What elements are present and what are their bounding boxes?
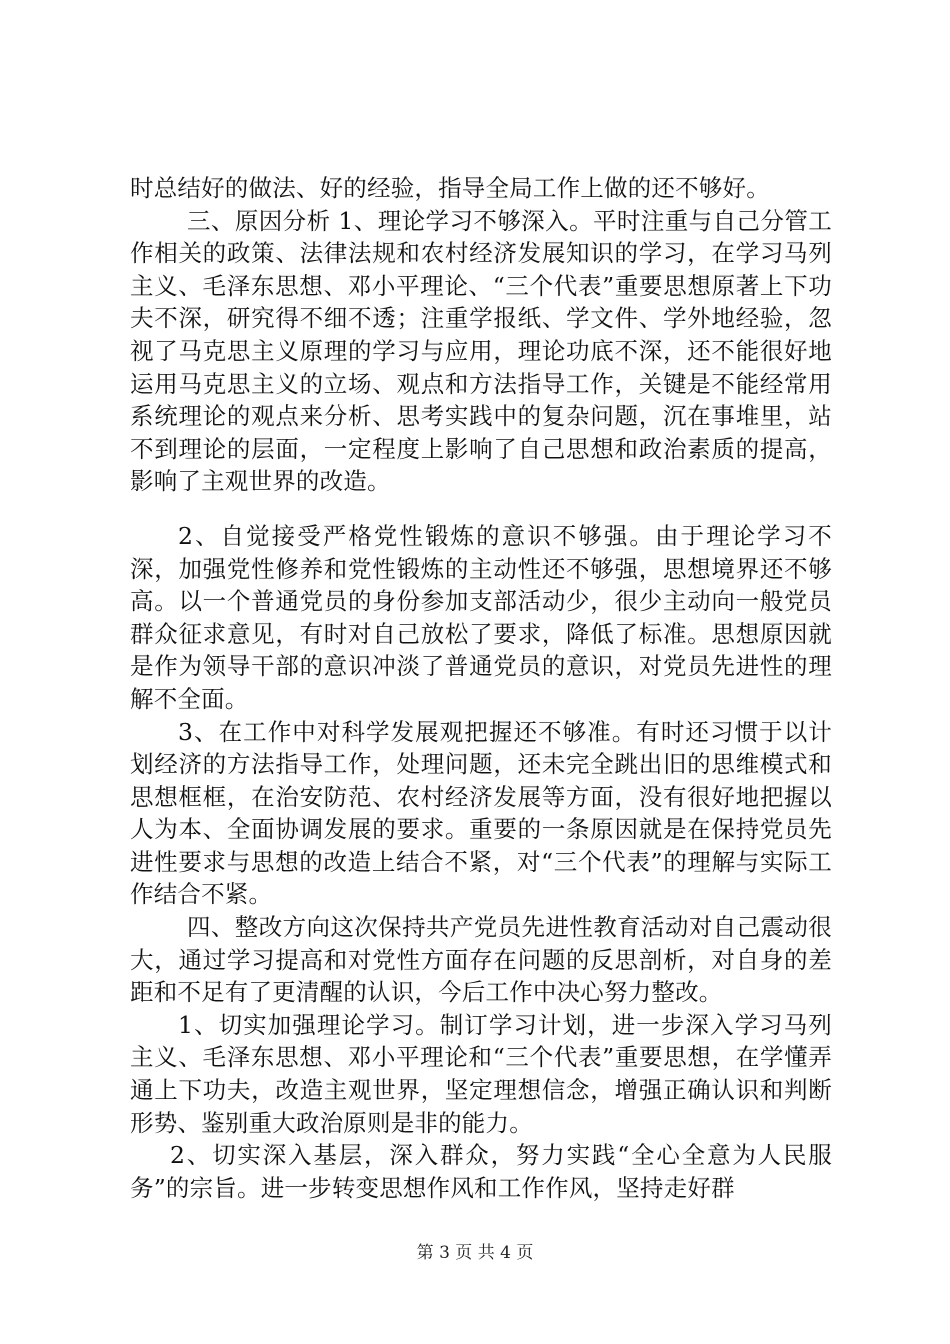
paragraph-party-spirit: 2、自觉接受严格党性锻炼的意识不够强。由于理论学习不深，加强党性修养和党性锻炼的主动性还不够强，思想境界还不够高。以一个普通党员的身份参加支部活动少，很少主动向一般党员群众征求意见，有时对自己放松了要求，降低了标准。思想原因就是作为领导干部的意识冲淡了普通党员的意识，对党员先进性的理解不全面。 (130, 521, 832, 713)
paragraph-continuation: 时总结好的做法、好的经验，指导全局工作上做的还不够好。 (130, 174, 770, 202)
paragraph-theory-study: 1、切实加强理论学习。制订学习计划，进一步深入学习马列主义、毛泽东思想、邓小平理论和“三个代表”重要思想，在学懂弄通上下功夫，改造主观世界，坚定理想信念，增强正确认识和判断形势、鉴别重大政治原则是非的能力。 (130, 1010, 832, 1137)
paragraph-scientific-development: 3、在工作中对科学发展观把握还不够准。有时还习惯于以计划经济的方法指导工作，处理问题，还未完全跳出旧的思维模式和思想框框，在治安防范、农村经济发展等方面，没有很好地把握以人为本、全面协调发展的要求。重要的一条原因就是在保持党员先进性要求与思想的改造上结合不紧，对“三个代表”的理解与实际工作结合不紧。 (130, 717, 832, 909)
paragraph-cause-analysis: 三、原因分析 1、理论学习不够深入。平时注重与自己分管工作相关的政策、法律法规和农村经济发展知识的学习，在学习马列主义、毛泽东思想、邓小平理论、“三个代表”重要思想原著上下功夫不深，研究得不细不透；注重学报纸、学文件、学外地经验，忽视了马克思主义原理的学习与应用，理论功底不深，还不能很好地运用马克思主义的立场、观点和方法指导工作，关键是不能经常用系统理论的观点来分析、思考实践中的复杂问题，沉在事堆里，站不到理论的层面，一定程度上影响了自己思想和政治素质的提高，影响了主观世界的改造。 (130, 206, 832, 496)
page-number-footer: 第 3 页 共 4 页 (416, 1243, 534, 1263)
paragraph-serve-people: 2、切实深入基层，深入群众，努力实践“全心全意为人民服务”的宗旨。进一步转变思想作风和工作作风，坚持走好群 (130, 1141, 832, 1202)
paragraph-rectification-direction: 四、整改方向这次保持共产党员先进性教育活动对自己震动很大，通过学习提高和对党性方面存在问题的反思剖析，对自身的差距和不足有了更清醒的认识，今后工作中决心努力整改。 (130, 913, 832, 1007)
paragraph-gap (130, 498, 832, 520)
document-body (130, 172, 832, 1204)
